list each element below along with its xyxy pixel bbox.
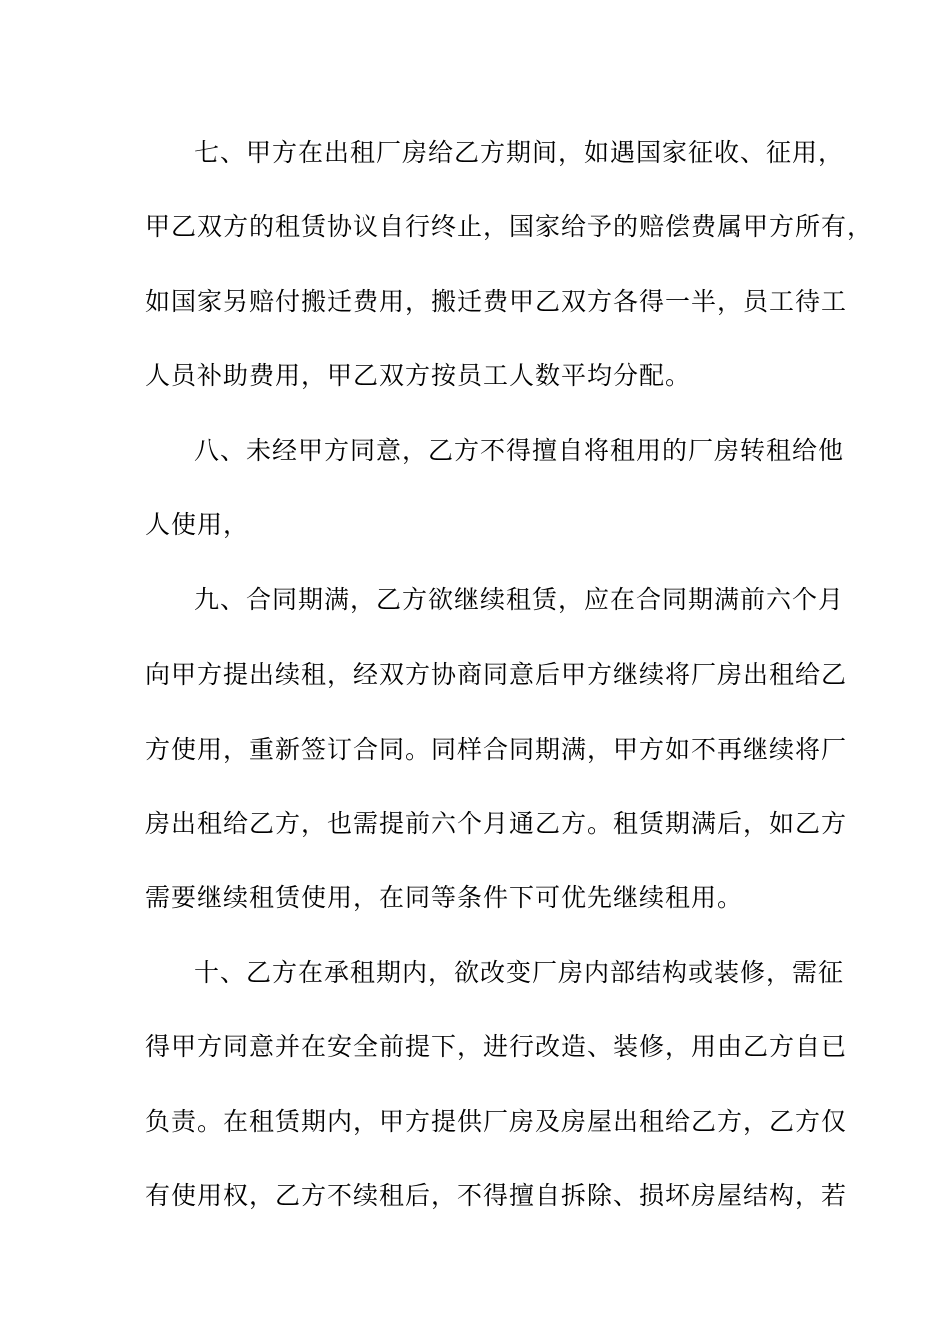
paragraph-9-line-5: 需要继续租赁使用，在同等条件下可优先继续租用。 [145, 883, 744, 912]
paragraph-9-line-1: 九、合同期满，乙方欲继续租赁，应在合同期满前六个月 [194, 585, 845, 614]
paragraph-7-line-3: 如国家另赔付搬迁费用，搬迁费甲乙双方各得一半，员工待工 [145, 287, 848, 316]
paragraph-8-line-1: 八、未经甲方同意，乙方不得擅自将租用的厂房转租给他 [194, 436, 845, 465]
paragraph-10-line-4: 有使用权，乙方不续租后，不得擅自拆除、损坏房屋结构，若 [145, 1181, 848, 1210]
paragraph-7-line-1: 七、甲方在出租厂房给乙方期间，如遇国家征收、征用， [194, 138, 845, 167]
paragraph-10-line-1: 十、乙方在承租期内，欲改变厂房内部结构或装修，需征 [194, 958, 845, 987]
paragraph-9-line-4: 房出租给乙方，也需提前六个月通乙方。租赁期满后，如乙方 [145, 809, 848, 838]
paragraph-7-line-2: 甲乙双方的租赁协议自行终止，国家给予的赔偿费属甲方所有， [145, 212, 874, 241]
paragraph-9-line-3: 方使用，重新签订合同。同样合同期满，甲方如不再继续将厂 [145, 735, 848, 764]
paragraph-9-line-2: 向甲方提出续租，经双方协商同意后甲方继续将厂房出租给乙 [145, 660, 848, 689]
paragraph-8-line-2: 人使用， [145, 510, 250, 539]
paragraph-10-line-3: 负责。在租赁期内，甲方提供厂房及房屋出租给乙方，乙方仅 [145, 1107, 848, 1136]
paragraph-10-line-2: 得甲方同意并在安全前提下，进行改造、装修，用由乙方自已 [145, 1032, 848, 1061]
paragraph-7-line-4: 人员补助费用，甲乙双方按员工人数平均分配。 [145, 361, 692, 390]
